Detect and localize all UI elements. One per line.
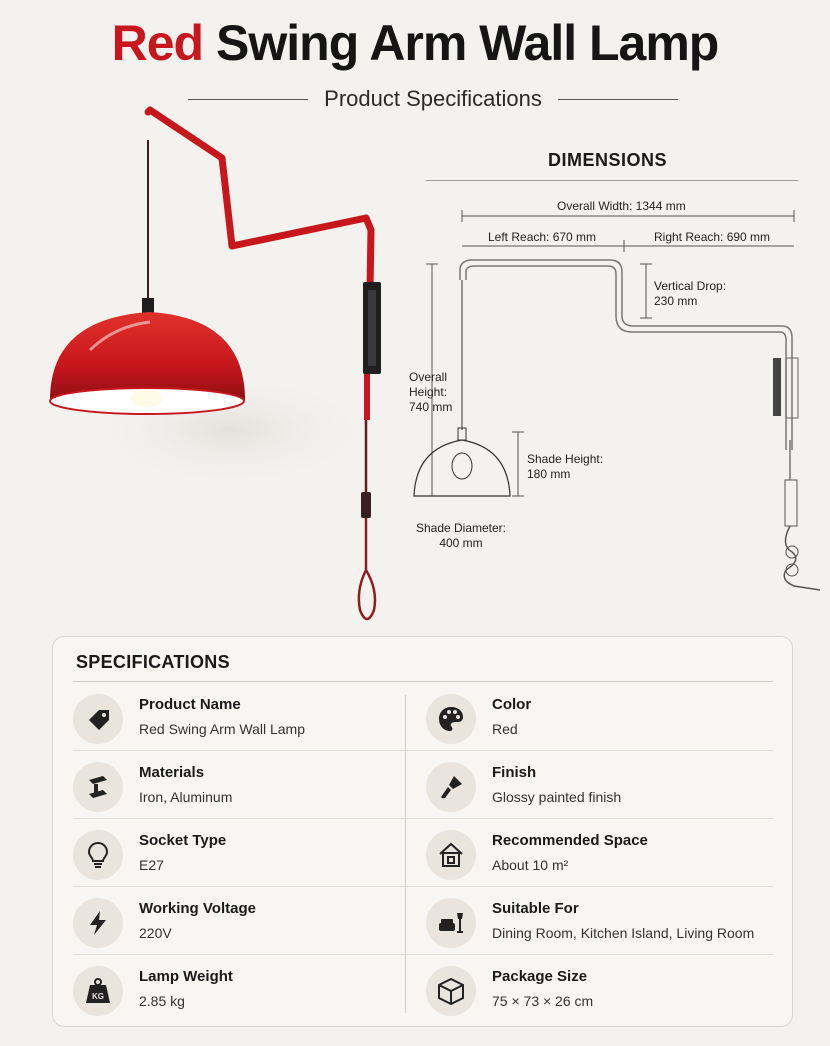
spec-label: Package Size	[492, 968, 588, 985]
spec-label: Product Name	[139, 696, 241, 713]
overall-height-label	[409, 370, 452, 415]
overall-width-label: Overall Width: 1344 mm	[557, 199, 686, 213]
subtitle: Product Specifications	[324, 86, 542, 111]
shade-height-line2: 180 mm	[527, 467, 571, 481]
spec-label: Lamp Weight	[139, 968, 233, 985]
shade-diameter-line1: Shade Diameter:	[415, 521, 507, 535]
spec-label: Color	[492, 696, 532, 713]
overall-height-line3: 740 mm	[409, 400, 453, 414]
spec-label: Finish	[492, 764, 537, 781]
left-reach-label: Left Reach: 670 mm	[488, 230, 597, 244]
row-divider	[73, 818, 773, 819]
paintbrush-icon	[426, 762, 476, 812]
shade-height-label	[527, 452, 603, 482]
weight-icon-text: KG	[92, 992, 104, 1001]
spec-value: Iron, Aluminum	[139, 789, 233, 805]
palette-icon	[426, 694, 476, 744]
box-icon	[426, 966, 476, 1016]
specifications-rule	[73, 681, 773, 682]
title-rest: Swing Arm Wall Lamp	[216, 15, 719, 71]
overall-height-line1: Overall	[409, 370, 448, 384]
lamp-photo	[30, 100, 400, 630]
shade-height-line1: Shade Height:	[527, 452, 604, 466]
spec-label: Suitable For	[492, 900, 579, 917]
shade-diameter-label	[413, 521, 509, 551]
spec-value: Red	[492, 721, 518, 737]
spec-value: 2.85 kg	[139, 993, 185, 1009]
spec-value: E27	[139, 857, 164, 873]
spec-value: 75 × 73 × 26 cm	[492, 993, 594, 1009]
vertical-drop-line1: Vertical Drop:	[654, 279, 727, 293]
row-divider	[73, 886, 773, 887]
right-reach-label: Right Reach: 690 mm	[654, 230, 771, 244]
row-divider	[73, 750, 773, 751]
spec-label: Working Voltage	[139, 900, 256, 917]
spec-label: Materials	[139, 764, 205, 781]
specifications-heading: SPECIFICATIONS	[76, 652, 230, 672]
specifications-card	[52, 636, 793, 1027]
spec-value: Glossy painted finish	[492, 789, 622, 805]
spec-value: Red Swing Arm Wall Lamp	[139, 721, 305, 737]
title-accent: Red	[111, 15, 204, 71]
house-icon	[426, 830, 476, 880]
spec-value: About 10 m²	[492, 857, 569, 873]
overall-height-line2: Height:	[409, 385, 448, 399]
shade-diameter-line2: 400 mm	[439, 536, 483, 550]
metal-beam-icon	[73, 762, 123, 812]
vertical-drop-line2: 230 mm	[654, 294, 698, 308]
dimensions-heading: DIMENSIONS	[548, 150, 668, 170]
spec-value: Dining Room, Kitchen Island, Living Room	[492, 925, 755, 941]
spec-label: Socket Type	[139, 832, 227, 849]
column-divider	[405, 695, 406, 1013]
spec-label: Recommended Space	[492, 832, 648, 849]
bulb-icon	[73, 830, 123, 880]
spec-value: 220V	[139, 925, 172, 941]
vertical-drop-label	[654, 279, 726, 309]
page-title	[0, 14, 830, 72]
tag-icon	[73, 694, 123, 744]
row-divider	[73, 954, 773, 955]
weight-icon	[73, 966, 123, 1016]
sofa-lamp-icon	[426, 898, 476, 948]
subtitle-rule-right	[558, 99, 678, 100]
lightning-icon	[73, 898, 123, 948]
